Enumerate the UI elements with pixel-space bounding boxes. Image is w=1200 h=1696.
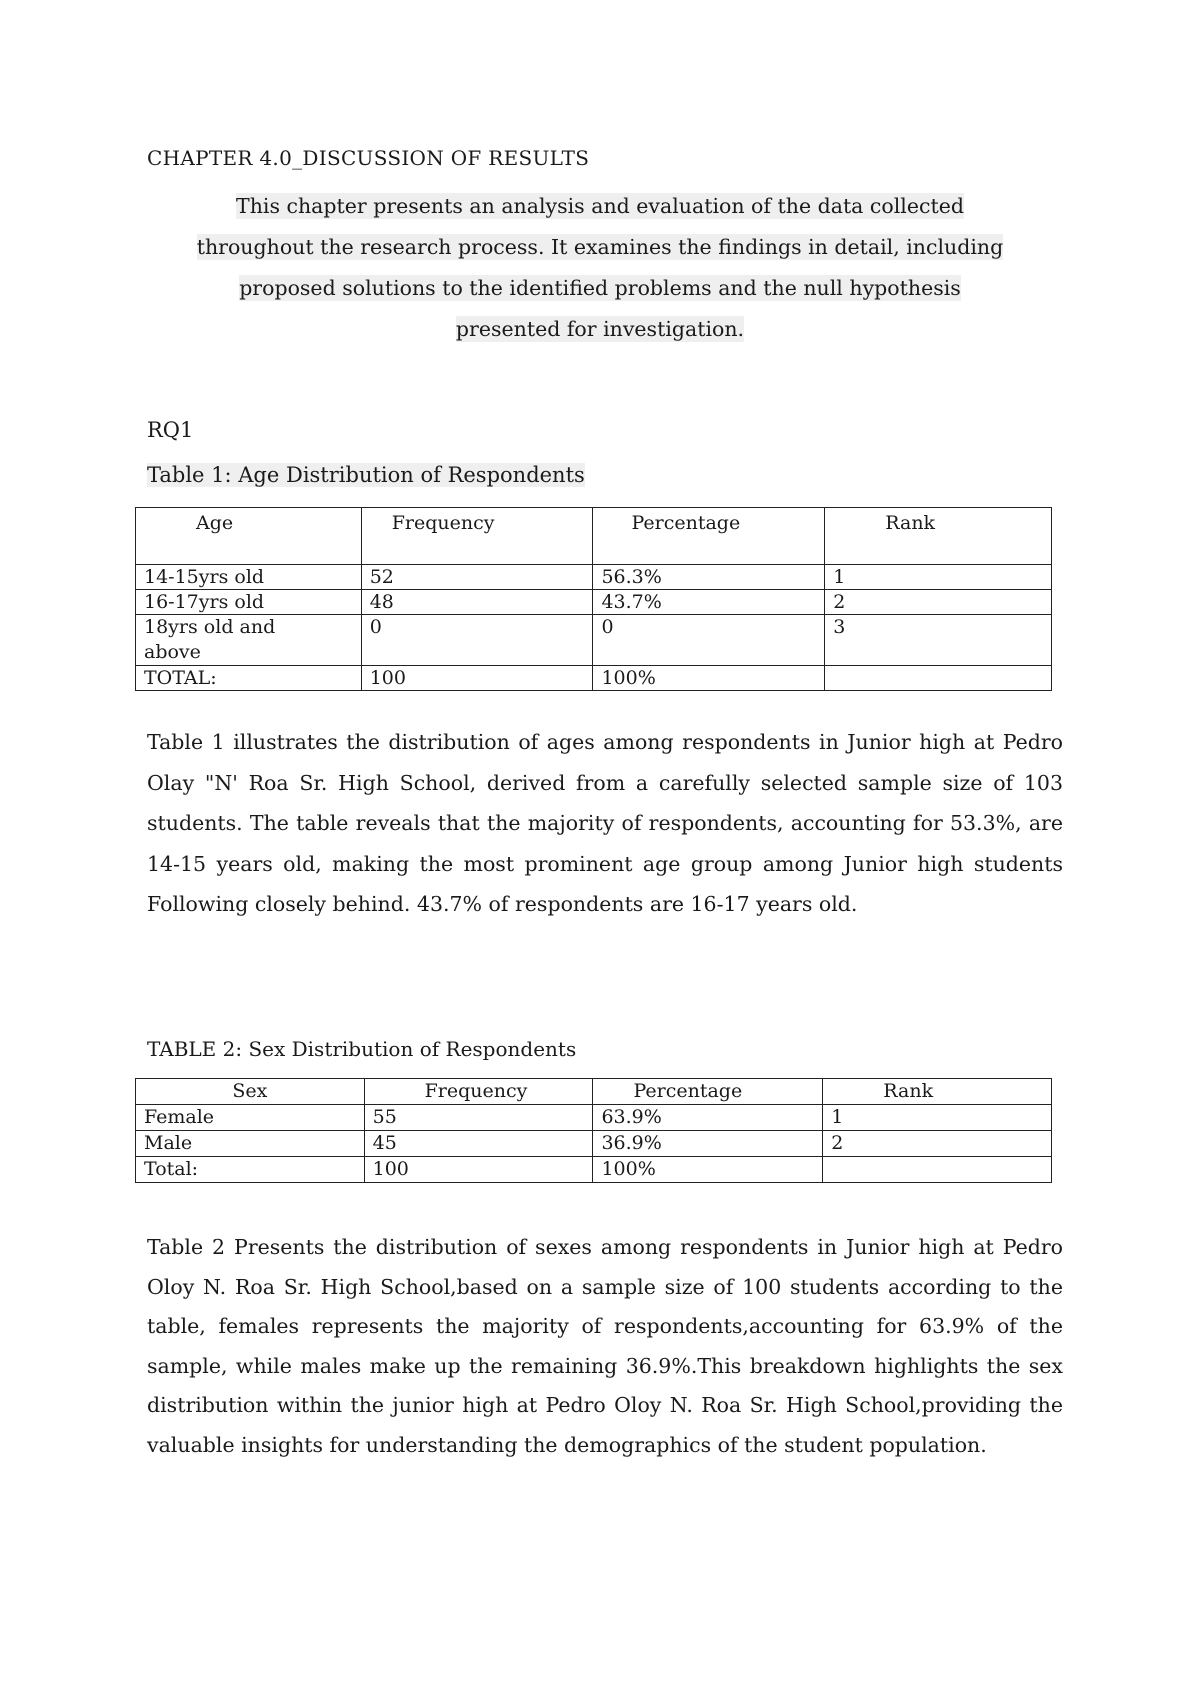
cell-age-second-line: above: [144, 641, 201, 663]
table1-caption: [147, 463, 585, 487]
chapter-title: CHAPTER 4.0_DISCUSSION OF RESULTS: [147, 146, 590, 170]
cell-frequency: 0: [361, 615, 593, 666]
cell-frequency: 45: [364, 1131, 593, 1157]
header-percentage: Percentage: [593, 1079, 823, 1105]
table-row: [136, 565, 1052, 590]
cell-frequency: 52: [361, 565, 593, 590]
cell-rank: [825, 666, 1052, 691]
cell-percentage: 43.7%: [593, 590, 825, 615]
table2-caption: TABLE 2: Sex Distribution of Respondents: [147, 1037, 577, 1061]
intro-line: proposed solutions to the identified problems and the null hypothesis: [239, 276, 961, 300]
header-rank: Rank: [825, 508, 1052, 565]
cell-percentage: 0: [593, 615, 825, 666]
header-age: Age: [136, 508, 362, 565]
rq-label: RQ1: [147, 418, 194, 442]
cell-age-word: and: [239, 616, 276, 638]
table-header-row: [136, 1079, 1052, 1105]
header-frequency: Frequency: [364, 1079, 593, 1105]
table-total-row: [136, 1157, 1052, 1183]
cell-rank: 3: [825, 615, 1052, 666]
table-header-row: [136, 508, 1052, 565]
cell-age-word: old: [203, 616, 234, 638]
cell-percentage: 63.9%: [593, 1105, 823, 1131]
cell-sex: Male: [136, 1131, 365, 1157]
cell-age-word: 18yrs: [144, 616, 198, 638]
table2-discussion-paragraph: Table 2 Presents the distribution of sexes among respondents in Junior high at Pedro Oloy N. Roa Sr. High School,based on a sample size of 100 students according to the table, females represents the majority of respondents,accounting for 63.9% of the sample, while males make up the remaining 36.9%.This breakdown highlights the sex distribution within the junior high at Pedro Oloy N. Roa Sr. High School,providing the valuable insights for understanding the demographics of the student population.: [147, 1235, 1063, 1457]
table-total-row: [136, 666, 1052, 691]
cell-rank: 2: [825, 590, 1052, 615]
header-rank: Rank: [823, 1079, 1052, 1105]
table1-discussion-paragraph: Table 1 illustrates the distribution of ages among respondents in Junior high at Pedro Olay "N' Roa Sr. High School, derived from a carefully selected sample size of 103 students. The table reveals that the majority of respondents, accounting for 53.3%, are 14-15 years old, making the most prominent age group among Junior high students Following closely behind. 43.7% of respondents are 16-17 years old.: [147, 730, 1063, 916]
cell-age-first-line: [144, 615, 353, 640]
cell-sex: Female: [136, 1105, 365, 1131]
header-frequency: Frequency: [361, 508, 593, 565]
intro-line: This chapter presents an analysis and evaluation of the data collected: [236, 194, 964, 218]
age-distribution-table: [135, 507, 1052, 691]
cell-frequency: 48: [361, 590, 593, 615]
cell-age: 16-17yrs old: [136, 590, 362, 615]
cell-percentage: 36.9%: [593, 1131, 823, 1157]
intro-line: presented for investigation.: [455, 317, 745, 341]
table-row: [136, 1105, 1052, 1131]
cell-frequency: 100: [361, 666, 593, 691]
sex-distribution-table: [135, 1078, 1052, 1183]
cell-sex: Total:: [136, 1157, 365, 1183]
cell-percentage: 56.3%: [593, 565, 825, 590]
header-percentage: Percentage: [593, 508, 825, 565]
cell-rank: 1: [825, 565, 1052, 590]
cell-age: TOTAL:: [136, 666, 362, 691]
cell-frequency: 55: [364, 1105, 593, 1131]
cell-age: 14-15yrs old: [136, 565, 362, 590]
cell-frequency: 100: [364, 1157, 593, 1183]
cell-rank: 1: [823, 1105, 1052, 1131]
cell-percentage: 100%: [593, 1157, 823, 1183]
intro-line: throughout the research process. It examines the findings in detail, including: [196, 235, 1004, 259]
cell-age: [136, 615, 362, 666]
header-sex: Sex: [136, 1079, 365, 1105]
table1-caption-text: Table 1: Age Distribution of Respondents: [147, 463, 585, 487]
cell-rank: [823, 1157, 1052, 1183]
table-row: [136, 590, 1052, 615]
table-row: [136, 1131, 1052, 1157]
table-row: [136, 615, 1052, 666]
cell-rank: 2: [823, 1131, 1052, 1157]
intro-paragraph: [160, 186, 1040, 350]
cell-percentage: 100%: [593, 666, 825, 691]
